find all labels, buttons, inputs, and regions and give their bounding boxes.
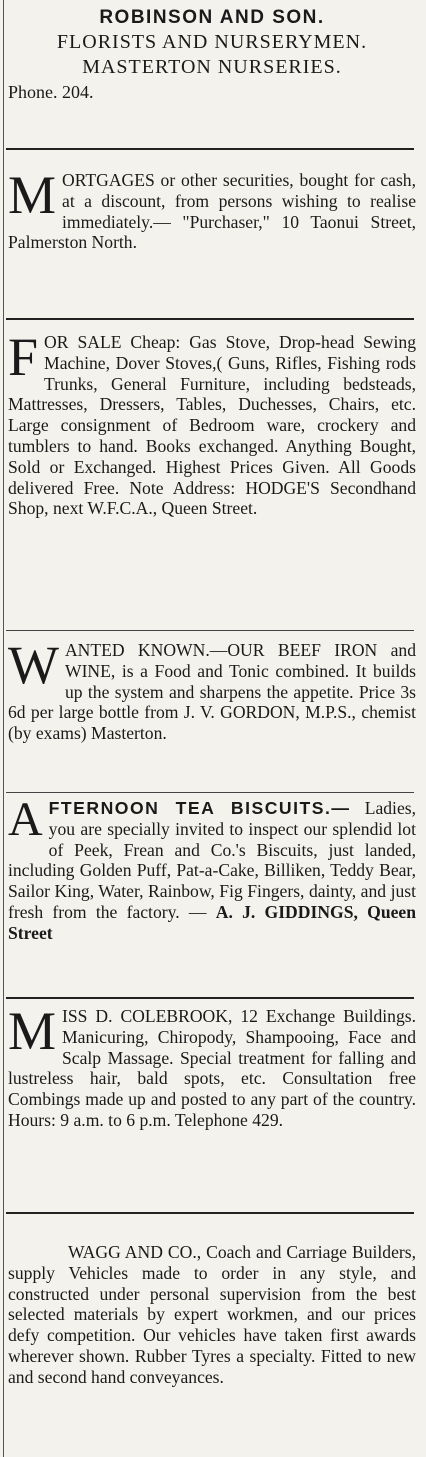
rule-divider — [6, 997, 414, 999]
ad-wanted-known — [8, 635, 416, 744]
mortgages-text: ORTGAGES or other securities, bought for cash, at a discount, from persons wishing to realise immediately.— "Purchaser," 10 Taonui Street, Palmerston North. — [8, 170, 416, 253]
rule-divider — [6, 148, 414, 150]
biscuits-signature: A. J. GIDDINGS, Queen Street — [8, 901, 417, 943]
drop-cap: M — [8, 1001, 57, 1061]
ad-robinson — [8, 6, 416, 104]
forsale-text: OR SALE Cheap: Gas Stove, Drop-head Sewing Machine, Dover Stoves,( Guns, Rifles, Fishing rods Trunks, General Furniture, including bedsteads, Mattresses, Dressers, Tables, Duchesses, Chairs, etc. Large consignment of Bedroom ware, crockery and tumblers to hand. Books exchanged. Anything Bought, Sold or Exchanged. Highest Prices Given. All Goods delivered Free. Note Address: HODGE'S Secondhand Shop, next W.F.C.A., Queen Street. — [8, 332, 416, 519]
rule-divider — [6, 318, 414, 320]
ad-biscuits — [8, 793, 417, 944]
robinson-phone: Phone. 204. — [8, 82, 94, 102]
robinson-nurseries: MASTERTON NURSERIES. — [82, 56, 342, 78]
drop-cap: W — [8, 635, 59, 695]
rule-divider — [6, 630, 414, 631]
drop-cap: F — [8, 327, 39, 387]
robinson-trade: FLORISTS AND NURSERYMEN. — [56, 31, 368, 53]
rule-divider — [6, 1212, 414, 1214]
drop-cap: A — [8, 793, 43, 846]
ad-wagg — [8, 1242, 416, 1388]
ad-mortgages — [8, 165, 416, 253]
ad-colebrook — [8, 1001, 416, 1131]
wanted-text: ANTED KNOWN.—OUR BEEF IRON and WINE, is a Food and Tonic combined. It builds up the system and sharpens the appetite. Price 3s 6d per large bottle from J. V. GORDON, M.P.S., chemist (by exams) Masterton. — [8, 640, 416, 744]
biscuits-text: Ladies, you are specially invited to inspect our splendid lot of Peek, Frean and Co.'s Biscuits, just landed, including Golden Puff, Pat-a-Cake, Billiken, Teddy Bear, Sailor King, Water, Rainbow, Fig Fingers, dainty, and just fresh from the factory. — — [8, 798, 416, 922]
biscuits-heading: FTERNOON TEA BISCUITS.— — [48, 798, 351, 818]
rule-divider — [6, 792, 414, 793]
wagg-text: WAGG AND CO., Coach and Carriage Builders, supply Vehicles made to order in any style, and constructed under personal supervision from the best selected materials by expert workmen, and our prices defy competition. Our vehicles have taken first awards wherever shown. Rubber Tyres a specialty. Fitted to new and second hand conveyances. — [8, 1242, 416, 1387]
ad-for-sale — [8, 327, 416, 519]
drop-cap: M — [8, 165, 57, 225]
colebrook-text: ISS D. COLEBROOK, 12 Exchange Buildings. Manicuring, Chiropody, Shampooing, Face and Scalp Massage. Special treatment for falling and lustreless hair, bald spots, etc. Consultation free Combings made up and posted to any part of the country. Hours: 9 a.m. to 6 p.m. Telephone 429. — [8, 1006, 416, 1130]
robinson-name: ROBINSON AND SON. — [99, 7, 325, 28]
